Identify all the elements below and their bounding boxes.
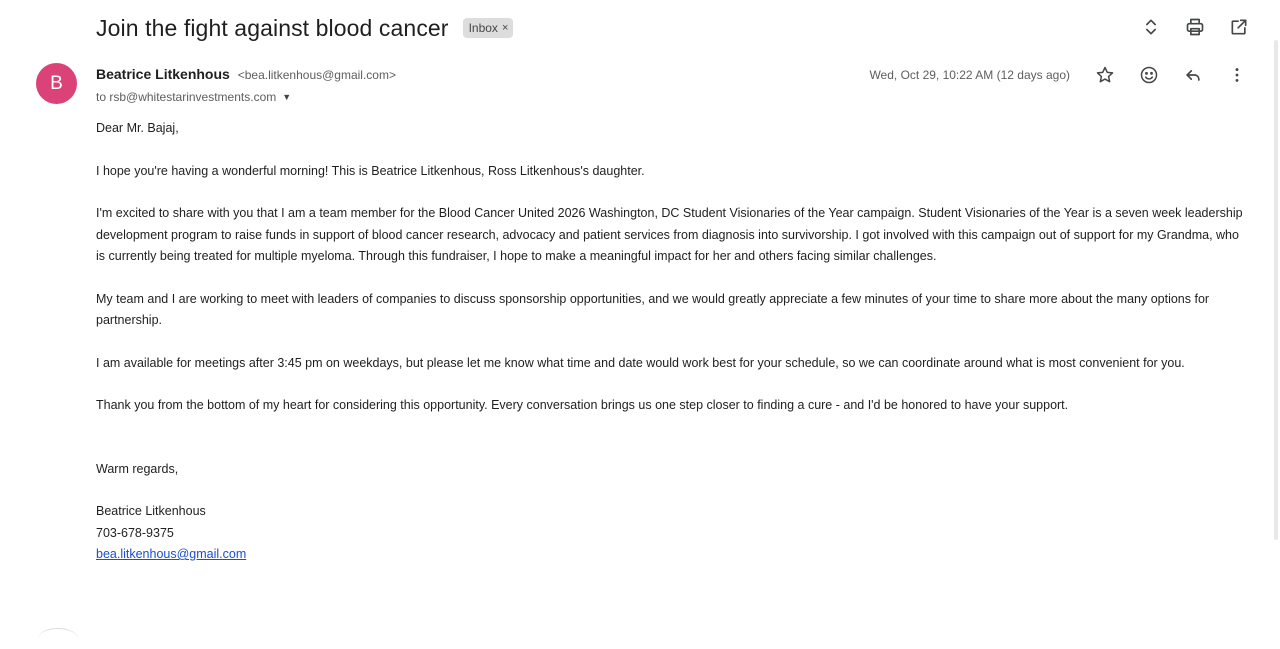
greeting: Dear Mr. Bajaj, bbox=[96, 121, 179, 135]
star-icon[interactable] bbox=[1092, 62, 1118, 88]
avatar[interactable]: B bbox=[36, 63, 77, 104]
print-icon[interactable] bbox=[1182, 14, 1208, 40]
sender-line bbox=[96, 66, 396, 82]
next-avatar-edge bbox=[38, 628, 78, 649]
reply-icon[interactable] bbox=[1180, 62, 1206, 88]
signature bbox=[96, 501, 1246, 566]
remove-label-icon[interactable]: × bbox=[501, 22, 509, 34]
body-paragraph: My team and I are working to meet with leaders of companies to discuss sponsorship opportunities, and we would greatly appreciate a few minutes of your time to share more about the many options for partnership. bbox=[96, 291, 1210, 327]
scrollbar[interactable] bbox=[1274, 40, 1278, 540]
message-actions bbox=[869, 62, 1250, 88]
body-paragraph: I am available for meetings after 3:45 pm on weekdays, but please let me know what time and date would work best for your schedule, so we can coordinate around what is most convenient for you. bbox=[96, 355, 1185, 370]
open-in-new-icon[interactable] bbox=[1226, 14, 1252, 40]
body-paragraph: I'm excited to share with you that I am a team member for the Blood Cancer United 2026 Washington, DC Student Visionaries of the Year campaign. Student Visionaries of the Year is a seven week leadership development program to raise funds in support of blood cancer research, advocacy and patient services from diagnosis into survivorship. I got involved with this campaign out of support for my Grandma, who is currently being treated for multiple myeloma. Through this fundraiser, I hope to make a meaningful impact for her and others facing similar challenges. bbox=[96, 206, 1243, 263]
inbox-label-chip[interactable] bbox=[463, 18, 514, 38]
recipient-line bbox=[96, 90, 291, 104]
unfold-icon[interactable] bbox=[1138, 14, 1164, 40]
recipient-text: to rsb@whitestarinvestments.com bbox=[96, 90, 277, 104]
closing: Warm regards, bbox=[96, 461, 179, 476]
thread-actions bbox=[1138, 14, 1252, 40]
subject-row bbox=[96, 10, 513, 46]
email-subject: Join the fight against blood cancer bbox=[96, 14, 449, 41]
signature-phone: 703-678-9375 bbox=[96, 525, 174, 540]
more-vert-icon[interactable] bbox=[1224, 62, 1250, 88]
signature-email-link[interactable]: bea.litkenhous@gmail.com bbox=[96, 547, 247, 561]
sender-email: <bea.litkenhous@gmail.com> bbox=[237, 68, 396, 82]
emoji-icon[interactable] bbox=[1136, 62, 1162, 88]
caret-down-icon[interactable]: ▼ bbox=[282, 92, 292, 102]
email-body bbox=[96, 118, 1246, 566]
sender-name[interactable]: Beatrice Litkenhous bbox=[96, 66, 230, 82]
label-text: Inbox bbox=[468, 21, 498, 35]
signature-name: Beatrice Litkenhous bbox=[96, 504, 206, 518]
message-date: Wed, Oct 29, 10:22 AM (12 days ago) bbox=[869, 68, 1070, 82]
body-paragraph: I hope you're having a wonderful morning! This is Beatrice Litkenhous, Ross Litkenhous's daughter. bbox=[96, 163, 645, 178]
body-paragraph: Thank you from the bottom of my heart for considering this opportunity. Every conversation brings us one step closer to finding a cure - and I'd be honored to have your support. bbox=[96, 398, 1069, 412]
